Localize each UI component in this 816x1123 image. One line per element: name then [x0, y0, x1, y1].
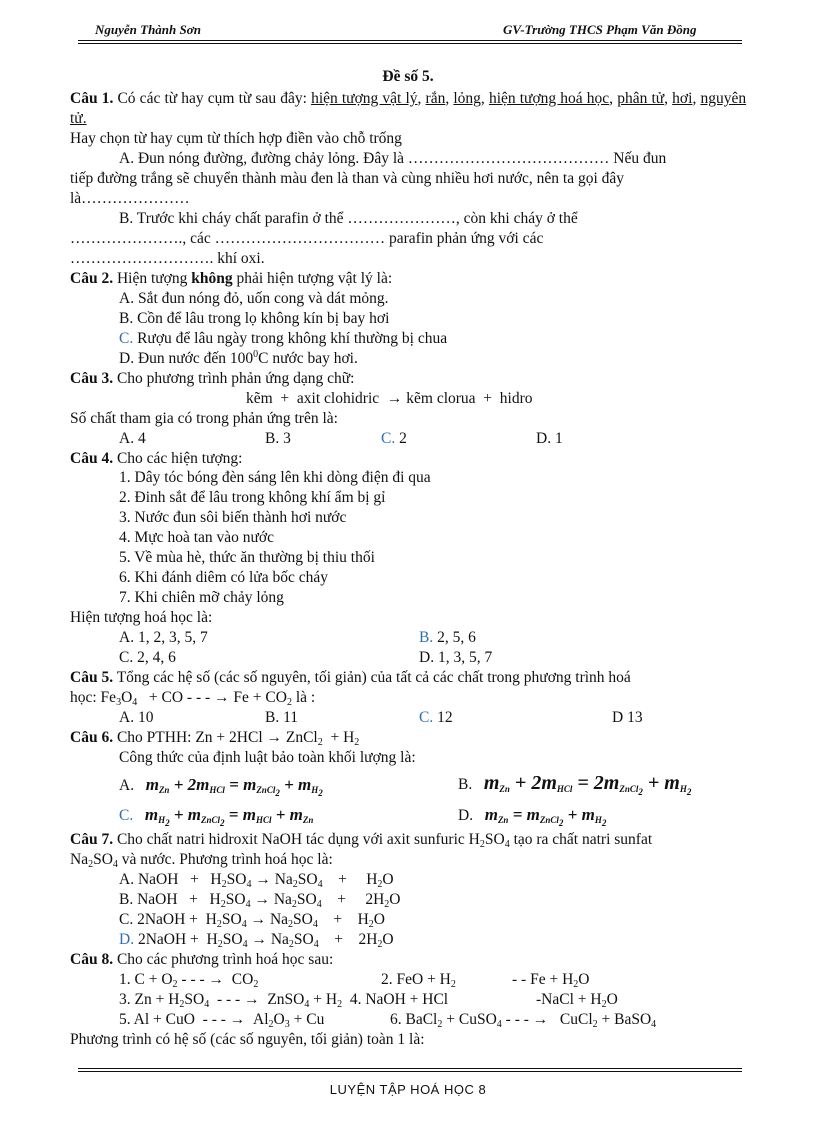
q1-a-line2: tiếp đường trắng sẽ chuyển thành màu đen là than và cùng nhiều hơi nước, nên ta gọi đây	[70, 170, 625, 187]
header-author: Nguyễn Thành Sơn	[95, 22, 201, 37]
q6-option-c: C. $m_{H_2} + m_{ZnCl_2} = m_{HCl} + m_{Zn}$	[119, 805, 314, 828]
q3-option-d: D. 1	[536, 430, 563, 447]
q8-eq-1: 1. $C + O_2$ - - - → $CO_2$	[119, 971, 259, 990]
q3-equation: kẽm + axit clohidric → kẽm clorua + hidro	[246, 390, 533, 407]
q5-question: Câu 5. Tổng các hệ số (các số nguyên, tối giản) của tất cả các chất trong phương trình hoá	[70, 669, 631, 686]
q3-subquestion: Số chất tham gia có trong phản ứng trên là:	[70, 410, 338, 427]
q7-question: Câu 7. Cho chất natri hidroxit NaOH tác dụng với axit sunfuric $H_2SO_4$ tạo ra chất natri sunfat	[70, 831, 653, 850]
q1-intro: Câu 1. Có các từ hay cụm từ sau đây: hiện tượng vật lý, rắn, lỏng, hiện tượng hoá học, phân tử, hơi, nguyên tử.	[70, 90, 747, 127]
q6-question: Câu 6. Cho PTHH: Zn + 2HCl → ZnCl$_2$ + $H_2$	[70, 729, 360, 748]
q1-b-line3: ………………………. khí oxi.	[70, 250, 265, 267]
q4-question: Câu 4. Cho các hiện tượng:	[70, 450, 243, 467]
footer-rule	[78, 1068, 742, 1069]
q2-option-a: A. Sắt đun nóng đỏ, uốn cong và dát mỏng.	[119, 290, 389, 307]
q7-option-c: C. 2NaOH + $H_2SO_4 \to Na_2SO_4$ + $H_2O$	[119, 911, 385, 930]
q5-option-b: B. 11	[265, 709, 299, 726]
header-school: GV-Trường THCS Phạm Văn Đồng	[503, 22, 697, 37]
q8-eq-3: 3. $Zn + H_2SO_4$ - - - → ZnSO$_4$ + $H_2$ 4. NaOH + HCl	[119, 991, 449, 1010]
q8-subquestion: Phương trình có hệ số (các số nguyên, tối giản) toàn 1 là:	[70, 1031, 425, 1048]
q5-option-a: A. 10	[119, 709, 154, 726]
q1-b-line1: B. Trước khi cháy chất parafin ở thể …………………, còn khi cháy ở thể	[119, 210, 578, 227]
q2-option-c: C. Rượu để lâu ngày trong không khí thường bị chua	[119, 330, 448, 347]
q4-option-c: C. 2, 4, 6	[119, 649, 176, 666]
q4-item: 6. Khi đánh diêm có lửa bốc cháy	[119, 569, 328, 586]
q8-eq-5: 5. Al + CuO - - - → $Al_2O_3 + Cu$	[119, 1011, 325, 1030]
header-rule	[78, 40, 742, 41]
q8-eq-4-product: -NaCl + $H_2O$	[536, 991, 618, 1010]
q5-equation: học: $Fe_3O_4$ + CO - - - → $Fe + CO_2$ là :	[70, 689, 316, 708]
footer-rule-2	[78, 1071, 742, 1072]
q2-question: Câu 2. Hiện tượng không phải hiện tượng vật lý là:	[70, 270, 393, 287]
q4-option-a: A. 1, 2, 3, 5, 7	[119, 629, 208, 646]
q5-option-d: D 13	[612, 709, 643, 726]
q3-question: Câu 3. Cho phương trình phản ứng dạng chữ:	[70, 370, 355, 387]
q6-option-a: A. $m_{Zn} + 2m_{HCl} = m_{ZnCl_2} + m_{H_2}$	[119, 775, 323, 798]
q6-option-d: D. $m_{Zn} = m_{ZnCl_2} + m_{H_2}$	[458, 805, 607, 828]
q7-option-d: D. 2NaOH + $H_2SO_4 \to Na_2SO_4$ + $2H_2O$	[119, 931, 394, 950]
q4-item: 4. Mực hoà tan vào nước	[119, 529, 274, 546]
q4-subquestion: Hiện tượng hoá học là:	[70, 609, 213, 626]
q3-option-b: B. 3	[265, 430, 291, 447]
q8-question: Câu 8. Cho các phương trình hoá học sau:	[70, 951, 334, 968]
q2-option-d: D. Đun nước đến $100^0C$ nước bay hơi.	[119, 349, 358, 367]
q7-option-a: A. NaOH + $H_2SO_4 \to Na_2SO_4$ + $H_2O$	[119, 871, 394, 890]
q8-eq-6: 6. BaCl$_2$ + CuSO$_4$ - - - → CuCl$_2$ + BaSO$_4$	[390, 1011, 657, 1030]
q1-instruction: Hay chọn từ hay cụm từ thích hợp điền vào chỗ trống	[70, 130, 402, 147]
q1-a-line1: A. Đun nóng đường, đường chảy lỏng. Đây là ………………………………… Nếu đun	[119, 150, 667, 167]
q4-item: 5. Về mùa hè, thức ăn thường bị thiu thối	[119, 549, 375, 566]
q4-item: 3. Nước đun sôi biến thành hơi nước	[119, 509, 347, 526]
q4-item: 2. Đinh sắt để lâu trong không khí ẩm bị gỉ	[119, 489, 386, 506]
q6-law: Công thức của định luật bảo toàn khối lượng là:	[119, 749, 416, 766]
q5-option-c: C. 12	[419, 709, 453, 726]
q3-option-a: A. 4	[119, 430, 146, 447]
q1-b-line2: …………………., các …………………………… parafin phản ứng với các	[70, 230, 544, 247]
q7-option-b: B. NaOH + $H_2SO_4 \to Na_2SO_4$ + $2H_2O$	[119, 891, 401, 910]
q8-eq-2-product: - - $Fe + H_2O$	[512, 971, 590, 990]
q6-option-b: B. $m_{Zn} + 2m_{HCl} = 2m_{ZnCl_2} + m_{H_2}$	[458, 772, 692, 797]
q4-option-b: B. 2, 5, 6	[419, 629, 476, 646]
q4-item: 7. Khi chiên mỡ chảy lỏng	[119, 589, 284, 606]
q4-item: 1. Dây tóc bóng đèn sáng lên khi dòng điện đi qua	[119, 469, 431, 486]
q7-question-2: $Na_2SO_4$ và nước. Phương trình hoá học là:	[70, 851, 333, 870]
page-title: Đề số 5.	[382, 68, 434, 85]
q8-eq-2: 2. FeO + $H_2$	[381, 971, 456, 990]
q3-option-c: C. 2	[381, 430, 407, 447]
q4-option-d: D. 1, 3, 5, 7	[419, 649, 493, 666]
q2-option-b: B. Cồn để lâu trong lọ không kín bị bay hơi	[119, 310, 390, 327]
q1-a-line3: là…………………	[70, 190, 190, 207]
header-rule-2	[78, 43, 742, 44]
footer-title: LUYỆN TẬP HOÁ HỌC 8	[329, 1082, 487, 1097]
